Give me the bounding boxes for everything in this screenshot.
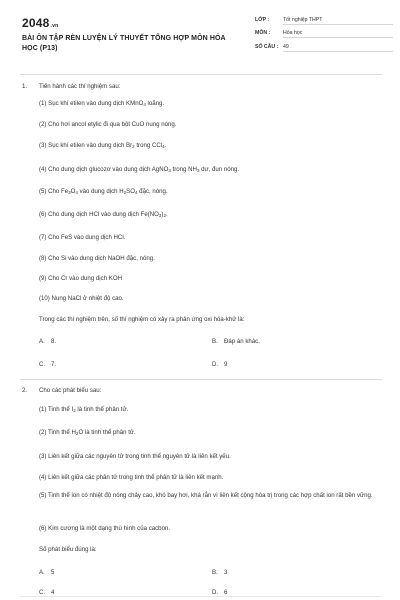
list-item: (8) Cho Si vào dung dịch NaOH đặc, nóng. xyxy=(39,255,155,262)
answer-option-c[interactable]: C. 7. xyxy=(39,361,57,368)
list-item: (4) Liên kết giữa các phân tử trong tinh thể phân tử là liên kết mạnh. xyxy=(39,474,224,481)
bottom-divider xyxy=(20,596,382,597)
logo-suffix: .vn xyxy=(50,23,59,29)
answer-option-d[interactable]: D. 9 xyxy=(212,361,228,368)
list-item: (6) Cho dung dịch HCl vào dung dịch $Fe(NO_3)_2$. xyxy=(39,211,168,218)
list-item: (9) Cho Cr vào dung dịch KOH xyxy=(39,275,122,282)
logo-main: 2048 xyxy=(22,16,50,30)
meta-class-label: LỚP : xyxy=(255,17,270,23)
list-item: (5) Tinh thể ion có nhiệt độ nóng chảy cao, khó bay hơi, khá rắn vì liên kết cộng hóa trị trong các hợp chất ion rất bền vững. xyxy=(39,492,373,499)
page-title: BÀI ÔN TẬP RÈN LUYỆN LÝ THUYẾT TỔNG HỢP MÔN HÓA HỌC (P13) xyxy=(22,35,226,52)
header-divider xyxy=(20,74,382,75)
question-prompt: Số phát biểu đúng là: xyxy=(39,546,97,553)
answer-option-a[interactable]: A. 8. xyxy=(39,338,57,345)
list-item: (3) Liên kết giữa các nguyên tử trong tinh thể nguyên tử là liên kết yếu. xyxy=(39,453,231,460)
question-stem: Cho các phát biểu sau: xyxy=(39,387,102,394)
list-item: (6) Kim cương là một dạng thù hình của cacbon. xyxy=(39,525,171,532)
list-item: (1) Tinh thể $I_2$ là tinh thể phân tử. xyxy=(39,406,129,413)
meta-count-value: 49 xyxy=(283,44,393,52)
meta-count-label: SỐ CÂU : xyxy=(255,44,279,50)
list-item: (7) Cho FeS vào dung dịch HCl. xyxy=(39,234,126,241)
answer-option-c[interactable]: C. 4 xyxy=(39,589,55,596)
question-prompt: Trong các thí nghiệm trên, số thí nghiệm có xảy ra phản ứng oxi hóa-khử là: xyxy=(39,316,245,323)
list-item: (1) Sục khí etilen vào dung dịch KMnO$_4$ loãng. xyxy=(39,100,165,107)
question-number: 1. xyxy=(22,83,28,90)
list-item: (2) Cho hơi ancol etylic đi qua bột CuO nung nóng. xyxy=(39,121,177,128)
question-stem: Tiến hành các thí nghiệm sau: xyxy=(39,83,121,90)
list-item: (4) Cho dung dịch glucozơ vào dung dịch AgNO$_3$ trong $NH_3$ dư, đun nóng. xyxy=(39,166,240,173)
list-item: (3) Sục khí etilen vào dung dịch $Br_2$ trong CCl$_4$. xyxy=(39,142,167,149)
question-number: 2. xyxy=(22,387,28,394)
list-item: (5) Cho $Fe_3O_4$ vào dung dịch $H_2SO_4$ đặc, nóng. xyxy=(39,188,168,195)
list-item: (2) Tinh thể $H_2O$ là tinh thể phân tử. xyxy=(39,429,136,436)
meta-subject-label: MÔN : xyxy=(255,30,271,36)
question-divider xyxy=(20,379,382,380)
site-logo[interactable] xyxy=(22,16,58,30)
answer-option-b[interactable]: B. 3 xyxy=(212,569,228,576)
meta-class-value: Tốt nghiệp THPT xyxy=(283,17,393,25)
answer-option-b[interactable]: B. Đáp án khác. xyxy=(212,338,260,345)
answer-option-a[interactable]: A. 5 xyxy=(39,569,55,576)
answer-option-d[interactable]: D. 6 xyxy=(212,589,228,596)
meta-subject-value: Hóa học xyxy=(283,30,393,38)
list-item: (10) Nung NaCl ở nhiệt độ cao. xyxy=(39,295,124,302)
page-header xyxy=(0,0,400,72)
